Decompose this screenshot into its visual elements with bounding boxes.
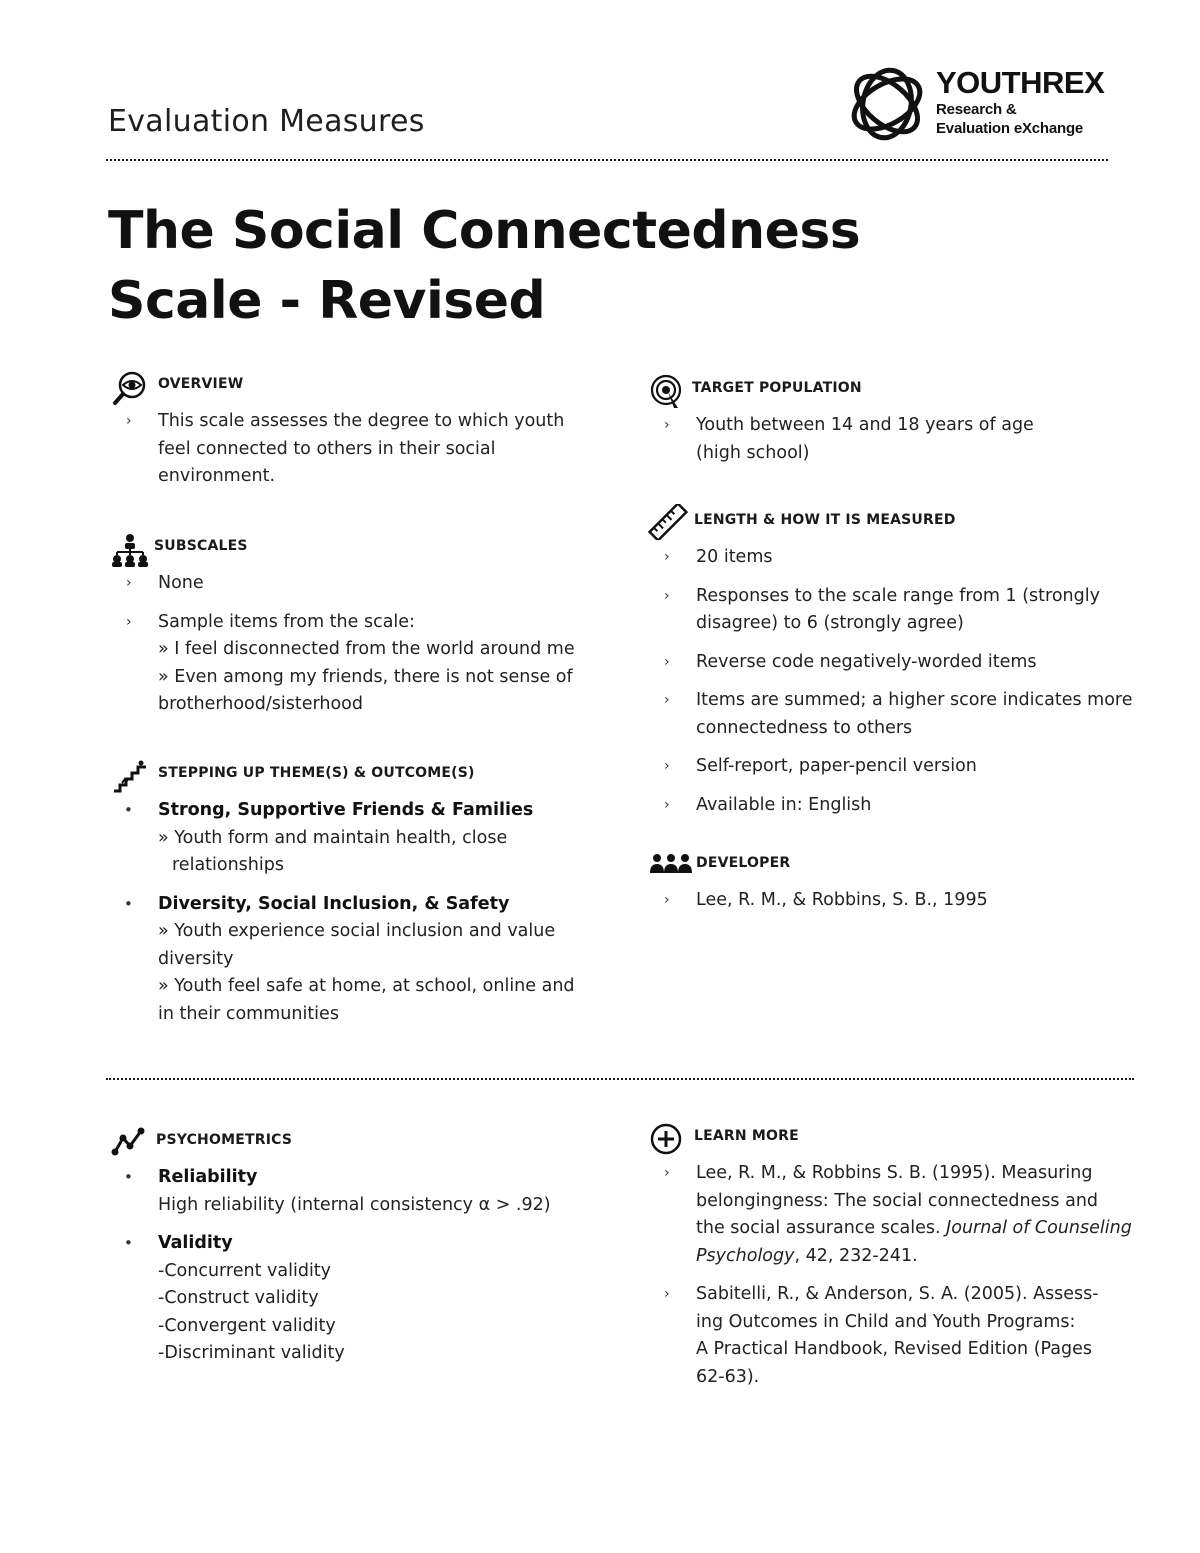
text-line: » Even among my friends, there is not sense of xyxy=(158,666,573,687)
text-line: -Concurrent validity xyxy=(158,1260,332,1281)
page-header-title: Evaluation Measures xyxy=(108,104,425,139)
logo-tagline-1: Research & xyxy=(936,101,1017,118)
ruler-icon xyxy=(648,504,688,540)
stepping-up-list xyxy=(110,797,590,1028)
list-item xyxy=(648,687,1148,742)
list-item xyxy=(648,753,1148,781)
people-group-icon xyxy=(648,849,694,885)
psychometrics-heading xyxy=(110,1126,590,1156)
psychometrics-list xyxy=(110,1164,590,1368)
list-item xyxy=(648,544,1148,572)
text-line: -Convergent validity xyxy=(158,1315,336,1336)
text-line: › Reverse code negatively-worded items xyxy=(696,651,1037,672)
text-line: brotherhood/sisterhood xyxy=(158,694,363,714)
text-line: environment. xyxy=(158,466,276,486)
text-line: » Youth experience social inclusion and value xyxy=(158,921,556,941)
youthrex-logo xyxy=(846,64,928,144)
text-line: relationships xyxy=(172,855,284,875)
text-line: disagree) to 6 (strongly agree) xyxy=(696,613,964,633)
plus-circle-icon xyxy=(648,1122,688,1158)
psychometric-heading: • Validity xyxy=(158,1233,233,1253)
title-line-1: The Social Connectedness xyxy=(108,201,861,261)
developer-heading xyxy=(648,849,1148,879)
stairs-icon xyxy=(110,759,150,795)
text-line: › Responses to the scale range from 1 (strongly xyxy=(696,585,1100,606)
psychometric-heading: • Reliability xyxy=(158,1167,258,1187)
text-line: » Youth feel safe at home, at school, online and xyxy=(158,976,575,996)
subscales-section xyxy=(110,532,590,719)
developer-section xyxy=(648,849,1148,915)
text-line: › Sabitelli, R., & Anderson, S. A. (2005). Assess- xyxy=(696,1284,1099,1304)
text-line: › Items are summed; a higher score indicates more xyxy=(696,690,1133,710)
text-line xyxy=(696,1215,1148,1243)
target-population-heading xyxy=(648,374,1148,404)
learn-more-label: LEARN MORE xyxy=(694,1128,799,1144)
title-line-2: Scale - Revised xyxy=(108,271,546,331)
text-line: › 20 items xyxy=(696,547,773,567)
text-line: A Practical Handbook, Revised Edition (Pages xyxy=(696,1339,1093,1359)
subscales-heading xyxy=(110,532,590,562)
list-item xyxy=(648,583,1148,638)
developer-label: DEVELOPER xyxy=(696,855,791,871)
journal-title: Journal of Counseling xyxy=(946,1218,1132,1238)
stepping-up-section xyxy=(110,759,590,1028)
text-line: › Sample items from the scale: xyxy=(158,611,415,632)
text-line: (high school) xyxy=(696,442,810,463)
psychometrics-label: PSYCHOMETRICS xyxy=(156,1132,293,1148)
text-line: › None xyxy=(158,573,204,593)
target-population-list xyxy=(648,412,1148,467)
text-line: connectedness to others xyxy=(696,717,913,738)
text-line: › Self-report, paper-pencil version xyxy=(696,756,977,776)
hierarchy-people-icon xyxy=(110,532,150,568)
length-heading xyxy=(648,504,1148,534)
target-population-label: TARGET POPULATION xyxy=(692,380,862,396)
reference-item xyxy=(648,1281,1148,1391)
theme-heading: • Diversity, Social Inclusion, & Safety xyxy=(158,893,510,914)
logo-wordmark xyxy=(936,66,1104,138)
length-section xyxy=(648,504,1148,819)
list-item xyxy=(648,649,1148,677)
overview-heading xyxy=(110,370,590,400)
developer-list xyxy=(648,887,1148,915)
text-line: belongingness: The social connectedness and xyxy=(696,1190,1099,1211)
subscales-list xyxy=(110,570,590,719)
text-line: › Lee, R. M., & Robbins S. B. (1995). Measuring xyxy=(696,1163,1093,1183)
learn-more-heading xyxy=(648,1122,1148,1152)
logo-name: YOUTHREX xyxy=(936,65,1105,100)
learn-more-section xyxy=(648,1122,1148,1391)
text-line: » Youth form and maintain health, close xyxy=(158,827,508,848)
document-title xyxy=(108,196,860,336)
journal-title: Psychology xyxy=(696,1245,795,1266)
line-graph-icon xyxy=(110,1126,150,1162)
orbit-logo-icon xyxy=(846,64,928,144)
theme-heading: • Strong, Supportive Friends & Families xyxy=(158,800,534,820)
stepping-up-heading xyxy=(110,759,590,789)
list-item xyxy=(648,887,1148,915)
overview-section xyxy=(110,370,590,491)
length-list xyxy=(648,544,1148,819)
list-item xyxy=(110,1230,590,1368)
magnifier-eye-icon xyxy=(110,370,150,406)
text-line: › Lee, R. M., & Robbins, S. B., 1995 xyxy=(696,890,988,910)
text-line: High reliability (internal consistency α > .92) xyxy=(158,1194,551,1215)
section-divider xyxy=(106,1078,1134,1080)
list-item xyxy=(110,408,590,491)
text-span: , 42, 232-241. xyxy=(794,1245,918,1266)
target-hand-icon xyxy=(648,374,688,410)
list-item xyxy=(648,792,1148,820)
list-item xyxy=(110,797,590,880)
text-line: -Construct validity xyxy=(158,1288,319,1308)
text-line: -Discriminant validity xyxy=(158,1343,345,1363)
reference-item xyxy=(648,1160,1148,1270)
psychometrics-section xyxy=(110,1126,590,1368)
text-line: › Youth between 14 and 18 years of age xyxy=(696,415,1034,435)
text-line: 62-63). xyxy=(696,1366,760,1387)
list-item xyxy=(110,609,590,719)
stepping-up-label: STEPPING UP THEME(S) & OUTCOME(S) xyxy=(158,765,475,781)
text-line: » I feel disconnected from the world around me xyxy=(158,639,575,659)
text-span: the social assurance scales. xyxy=(696,1218,947,1238)
text-line: in their communities xyxy=(158,1003,339,1024)
text-line: ing Outcomes in Child and Youth Programs: xyxy=(696,1311,1076,1332)
logo-tagline-2: Evaluation eXchange xyxy=(936,120,1084,137)
learn-more-list xyxy=(648,1160,1148,1391)
list-item xyxy=(110,1164,590,1219)
list-item xyxy=(110,570,590,598)
text-line: › This scale assesses the degree to which youth xyxy=(158,411,565,431)
header-divider xyxy=(106,159,1108,161)
list-item xyxy=(110,891,590,1029)
text-line: feel connected to others in their social xyxy=(158,438,496,459)
overview-list xyxy=(110,408,590,491)
text-line: › Available in: English xyxy=(696,794,872,815)
text-line xyxy=(696,1243,1148,1271)
overview-label: OVERVIEW xyxy=(158,376,244,392)
text-line: diversity xyxy=(158,948,234,969)
list-item xyxy=(648,412,1148,467)
length-label: LENGTH & HOW IT IS MEASURED xyxy=(694,512,956,528)
target-population-section xyxy=(648,374,1148,467)
subscales-label: SUBSCALES xyxy=(154,538,248,554)
